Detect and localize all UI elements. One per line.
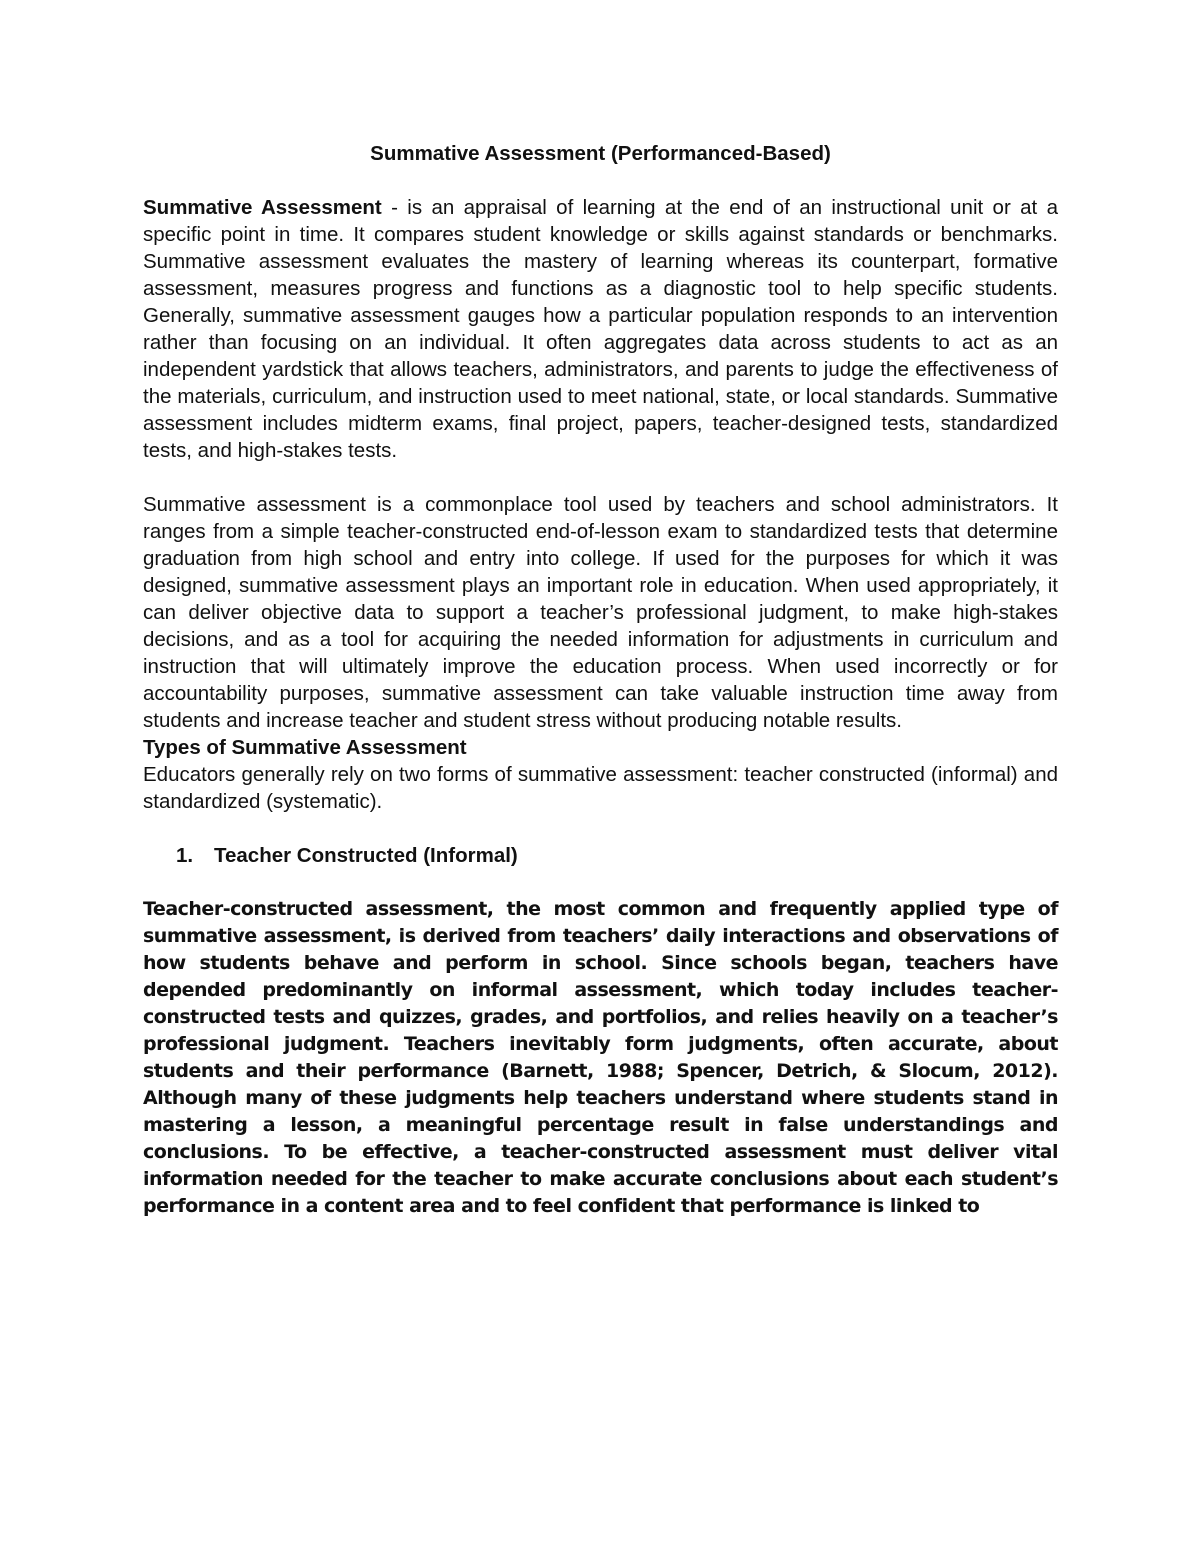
types-section-heading: Types of Summative Assessment bbox=[143, 736, 467, 759]
list-item-heading bbox=[176, 842, 1058, 869]
document-title: Summative Assessment (Performanced-Based) bbox=[370, 142, 831, 165]
list-item-number: 1. bbox=[176, 844, 194, 867]
document-page bbox=[143, 140, 1058, 1220]
intro-definition: - is an appraisal of learning at the end of an instructional unit or at a specific point in time. It compares student knowledge or skills against standards or benchmarks. Summative assessment evaluates the mastery of learning whereas its counterpart, formative assessment, measures progress and functions as a diagnostic tool to help specific students. Generally, summative assessment gauges how a particular population responds to an intervention rather than focusing on an individual. It often aggregates data across students to act as an independent yardstick that allows teachers, administrators, and parents to judge the effectiveness of the materials, curriculum, and instruction used to meet national, state, or local standards. Summative assessment includes midterm exams, final project, papers, teacher-designed tests, standardized tests, and high-stakes tests. bbox=[143, 196, 1058, 462]
intro-term: Summative Assessment bbox=[143, 196, 382, 219]
intro-paragraph bbox=[143, 194, 1058, 464]
list-item-title: Teacher Constructed (Informal) bbox=[214, 844, 518, 867]
types-section-body: Educators generally rely on two forms of summative assessment: teacher constructed (informal) and standardized (systematic). bbox=[143, 763, 1058, 813]
paragraph-commonplace-tool: Summative assessment is a commonplace tool used by teachers and school administrators. It ranges from a simple teacher-constructed end-of-lesson exam to standardized tests that determine graduation from high school and entry into college. If used for the purposes for which it was designed, summative assessment plays an important role in education. When used appropriately, it can deliver objective data to support a teacher’s professional judgment, to make high-stakes decisions, and as a tool for acquiring the needed information for adjustments in curriculum and instruction that will ultimately improve the education process. When used incorrectly or for accountability purposes, summative assessment can take valuable instruction time away from students and increase teacher and student stress without producing notable results. bbox=[143, 493, 1058, 732]
teacher-constructed-paragraph: Teacher-constructed assessment, the most common and frequently applied type of summative assessment, is derived from teachers’ daily interactions and observations of how students behave and perform in school. Since schools began, teachers have depended predominantly on informal assessment, which today includes teacher-constructed tests and quizzes, grades, and portfolios, and relies heavily on a teacher’s professional judgment. Teachers inevitably form judgments, often accurate, about students and their performance (Barnett, 1988; Spencer, Detrich, & Slocum, 2012). Although many of these judgments help teachers understand where students stand in mastering a lesson, a meaningful percentage result in false understandings and conclusions. To be effective, a teacher-constructed assessment must deliver vital information needed for the teacher to make accurate conclusions about each student’s performance in a content area and to feel confident that performance is linked to bbox=[143, 898, 1058, 1217]
